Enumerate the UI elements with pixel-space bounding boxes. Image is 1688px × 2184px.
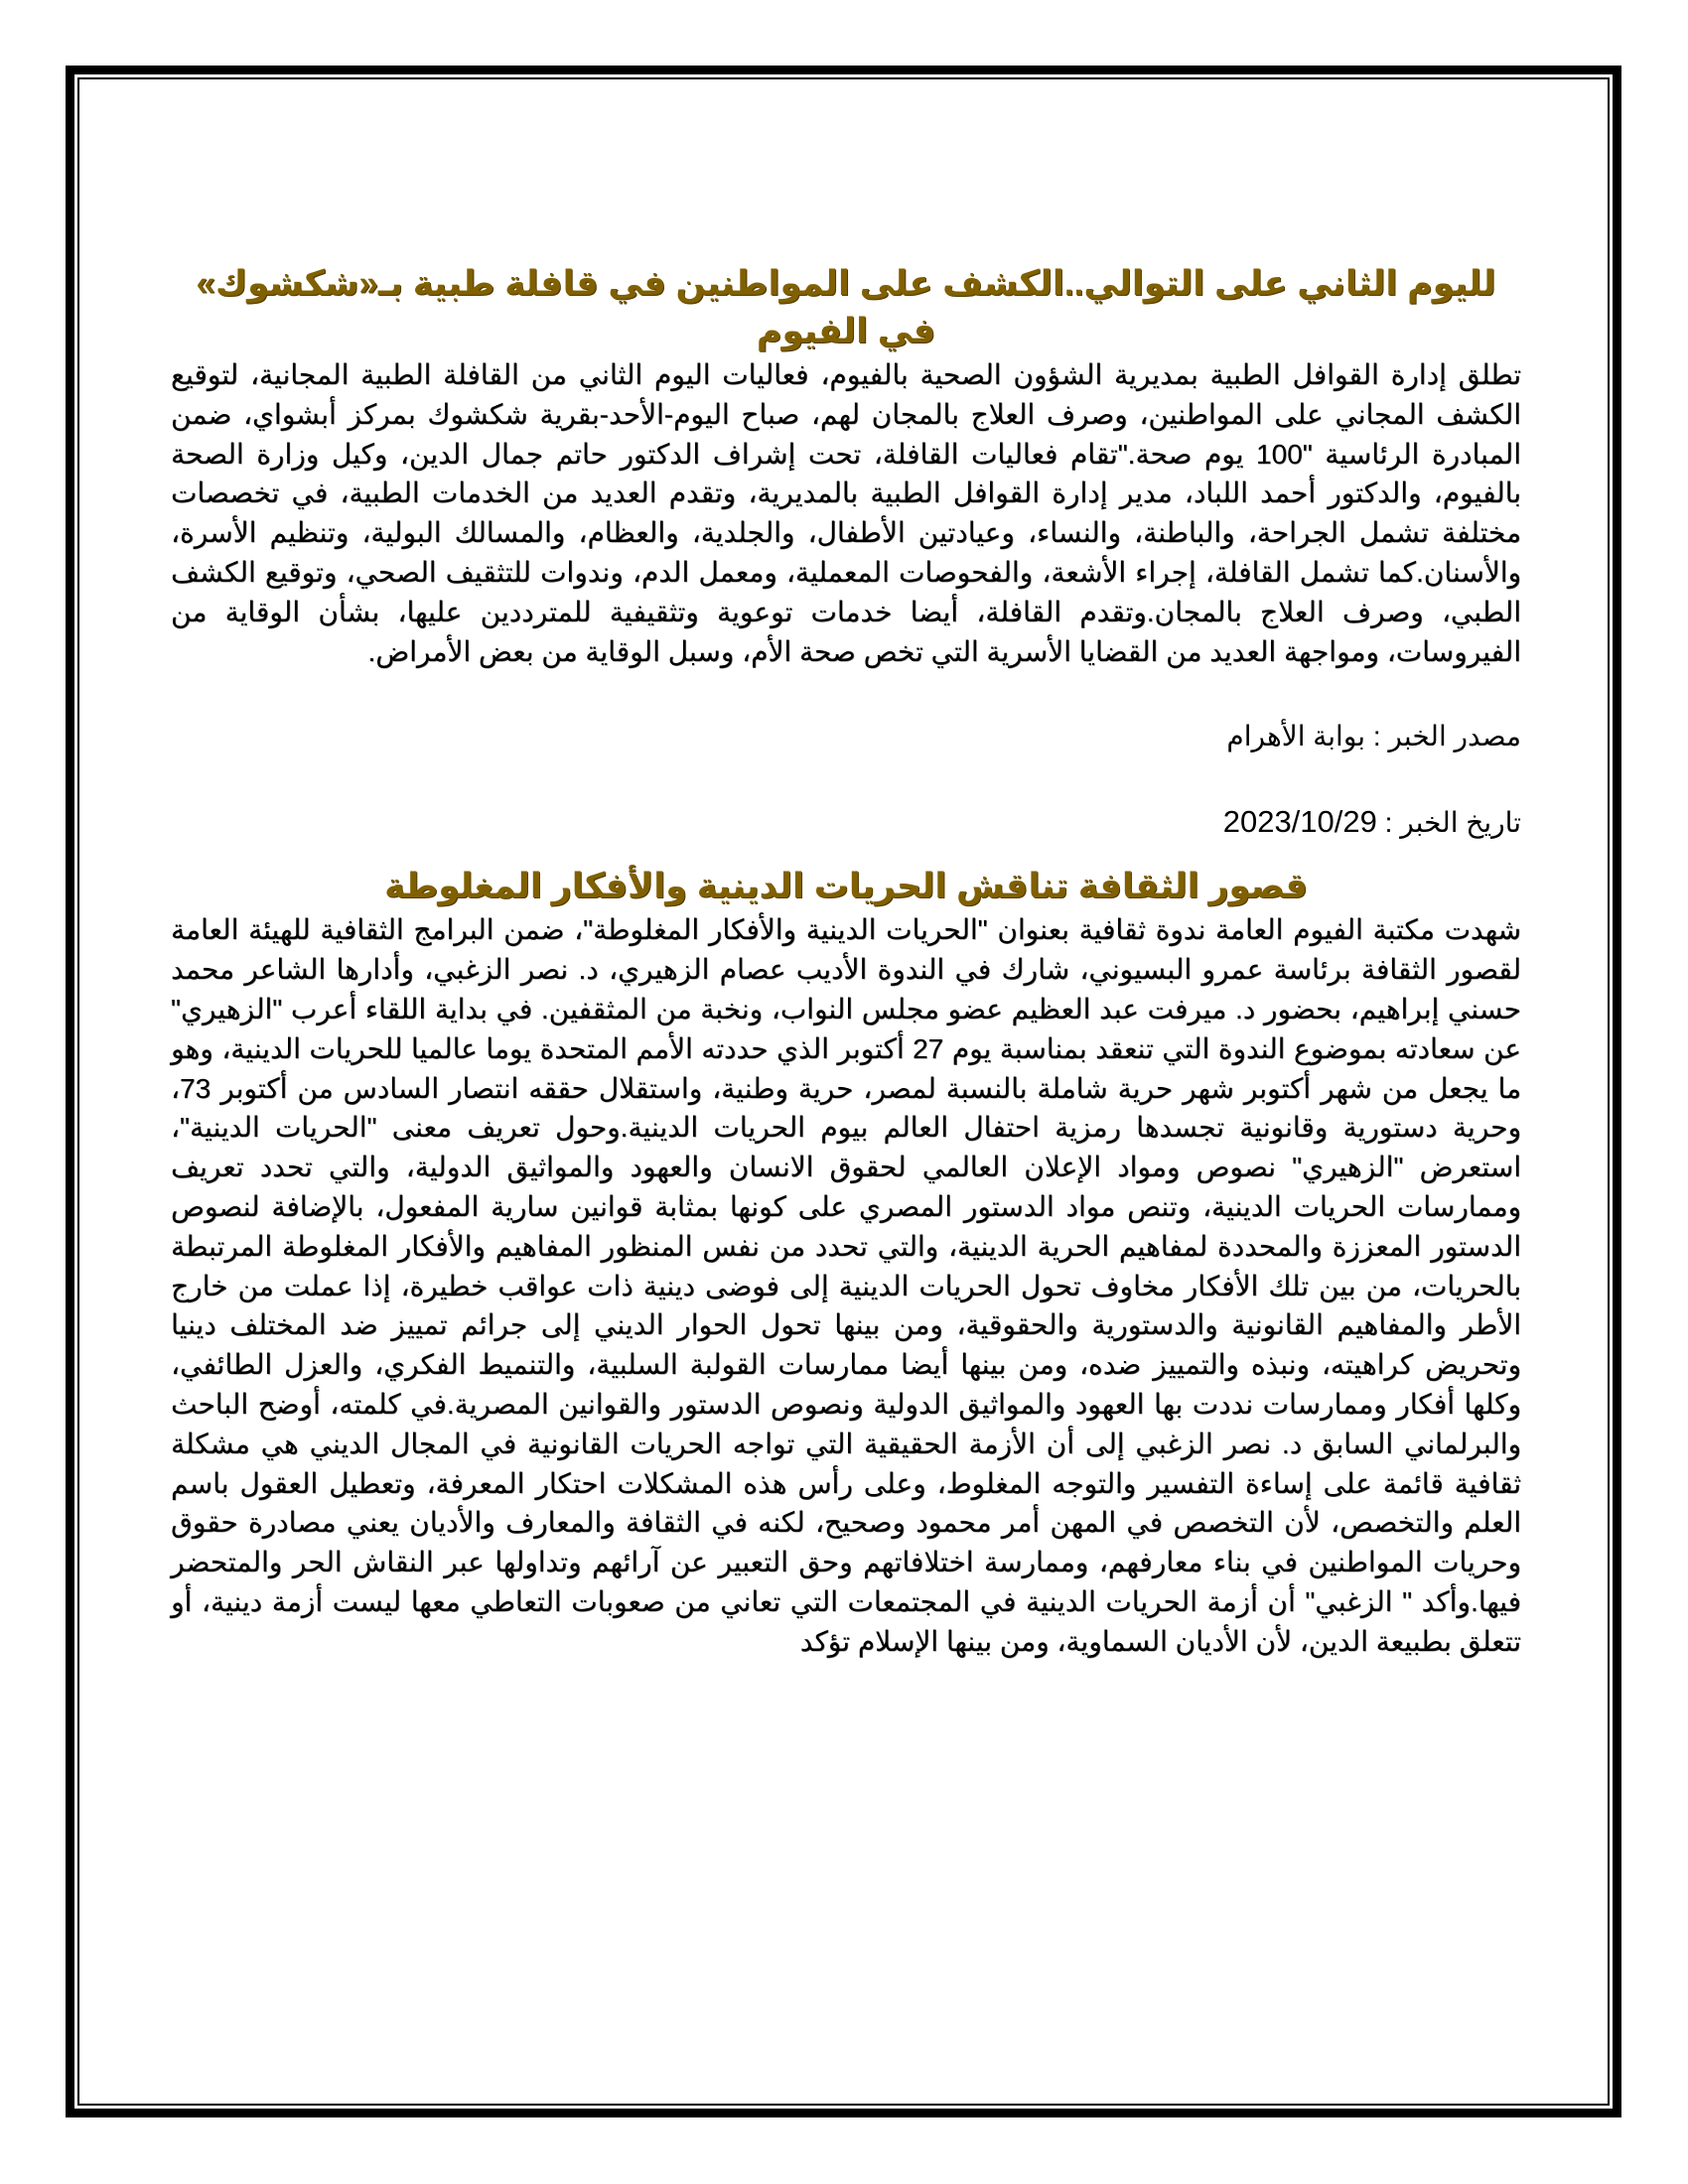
date-value: 2023/10/29 xyxy=(1222,804,1377,840)
article-2 xyxy=(171,863,1521,1661)
article-1-source xyxy=(171,717,1521,756)
source-label: مصدر الخبر : xyxy=(1372,721,1521,752)
article-1-body: تطلق إدارة القوافل الطبية بمديرية الشؤون الصحية بالفيوم، فعاليات اليوم الثاني من القافلة الطبية المجانية، لتوقيع الكشف المجاني على المواطنين، وصرف العلاج بالمجان لهم، صباح اليوم-الأحد-بقرية شكشوك بمركز أبشواي، ضمن المبادرة الرئاسية "100 يوم صحة."تقام فعاليات القافلة، تحت إشراف الدكتور حاتم جمال الدين، وكيل وزارة الصحة بالفيوم، والدكتور أحمد اللباد، مدير إدارة القوافل الطبية بالمديرية، وتقدم العديد من الخدمات الطبية، في تخصصات مختلفة تشمل الجراحة، والباطنة، والنساء، وعيادتين الأطفال، والجلدية، والعظام، والمسالك البولية، وتنظيم الأسرة، والأسنان.كما تشمل القافلة، إجراء الأشعة، والفحوصات المعملية، ومعمل الدم، وندوات للتثقيف الصحي، وتوقيع الكشف الطبي، وصرف العلاج بالمجان.وتقدم القافلة، أيضا خدمات توعوية وتثقيفية للمترددين عليها، بشأن الوقاية من الفيروسات، ومواجهة العديد من القضايا الأسرية التي تخص صحة الأم، وسبل الوقاية من بعض الأمراض. xyxy=(171,359,1521,667)
date-label: تاريخ الخبر : xyxy=(1384,807,1521,839)
article-2-body: شهدت مكتبة الفيوم العامة ندوة ثقافية بعنوان "الحريات الدينية والأفكار المغلوطة"، ضمن البرامج الثقافية للهيئة العامة لقصور الثقافة برئاسة عمرو البسيوني، شارك في الندوة الأديب عصام الزهيري، د. نصر الزغبي، وأدارها الشاعر محمد حسني إبراهيم، بحضور د. ميرفت عبد العظيم عضو مجلس النواب، ونخبة من المثقفين. في بداية اللقاء أعرب "الزهيري" عن سعادته بموضوع الندوة التي تنعقد بمناسبة يوم 27 أكتوبر الذي حددته الأمم المتحدة يوما عالميا للحريات الدينية، وهو ما يجعل من شهر أكتوبر شهر حرية شاملة بالنسبة لمصر، حرية وطنية، واستقلال حققه انتصار السادس من أكتوبر 73، وحرية دستورية وقانونية تجسدها رمزية احتفال العالم بيوم الحريات الدينية.وحول تعريف معنى "الحريات الدينية"، استعرض "الزهيري" نصوص ومواد الإعلان العالمي لحقوق الانسان والعهود والمواثيق الدولية، والتي تحدد تعريف وممارسات الحريات الدينية، وتنص مواد الدستور المصري على كونها بمثابة قوانين سارية المفعول، بالإضافة لنصوص الدستور المعززة والمحددة لمفاهيم الحرية الدينية، والتي تحدد من نفس المنظور المفاهيم والأفكار المغلوطة المرتبطة بالحريات، من بين تلك الأفكار مخاوف تحول الحريات الدينية إلى فوضى دينية ذات عواقب خطيرة، إذا عملت من خارج الأطر والمفاهيم القانونية والدستورية والحقوقية، ومن بينها تحول الحوار الديني إلى جرائم تمييز ضد المختلف دينيا وتحريض كراهيته، ونبذه والتمييز ضده، ومن بينها أيضا ممارسات القولبة السلبية، والتنميط الفكري، والعزل الطائفي، وكلها أفكار وممارسات نددت بها العهود والمواثيق الدولية ونصوص الدستور والقوانين المصرية.في كلمته، أوضح الباحث والبرلماني السابق د. نصر الزغبي إلى أن الأزمة الحقيقية التي تواجه الحريات القانونية في المجال الديني هي مشكلة ثقافية قائمة على إساءة التفسير والتوجه المغلوط، وعلى رأس هذه المشكلات احتكار المعرفة، وتعطيل العقول باسم العلم والتخصص، لأن التخصص في المهن أمر محمود وصحيح، لكنه في الثقافة والمعارف والأديان يعني مصادرة حقوق وحريات المواطنين في بناء معارفهم، وممارسة اختلافاتهم وحق التعبير عن آرائهم وتداولها عبر النقاش الحر والمتحضر فيها.وأكد " الزغبي" أن أزمة الحريات الدينية في المجتمعات التي تعاني من صعوبات التعاطي معها ليست أزمة دينية، أو تتعلق بطبيعة الدين، لأن الأديان السماوية، ومن بينها الإسلام تؤكد xyxy=(171,914,1521,1657)
article-1-title: لليوم الثاني على التوالي..الكشف على المواطنين في قافلة طبية بـ«شكشوك» في الفيوم xyxy=(196,264,1496,350)
article-1 xyxy=(171,260,1521,843)
article-1-date xyxy=(171,802,1521,843)
article-2-title: قصور الثقافة تناقش الحريات الدينية والأفكار المغلوطة xyxy=(384,867,1308,906)
source-value: بوابة الأهرام xyxy=(1226,721,1366,752)
document-content xyxy=(171,260,1521,1662)
